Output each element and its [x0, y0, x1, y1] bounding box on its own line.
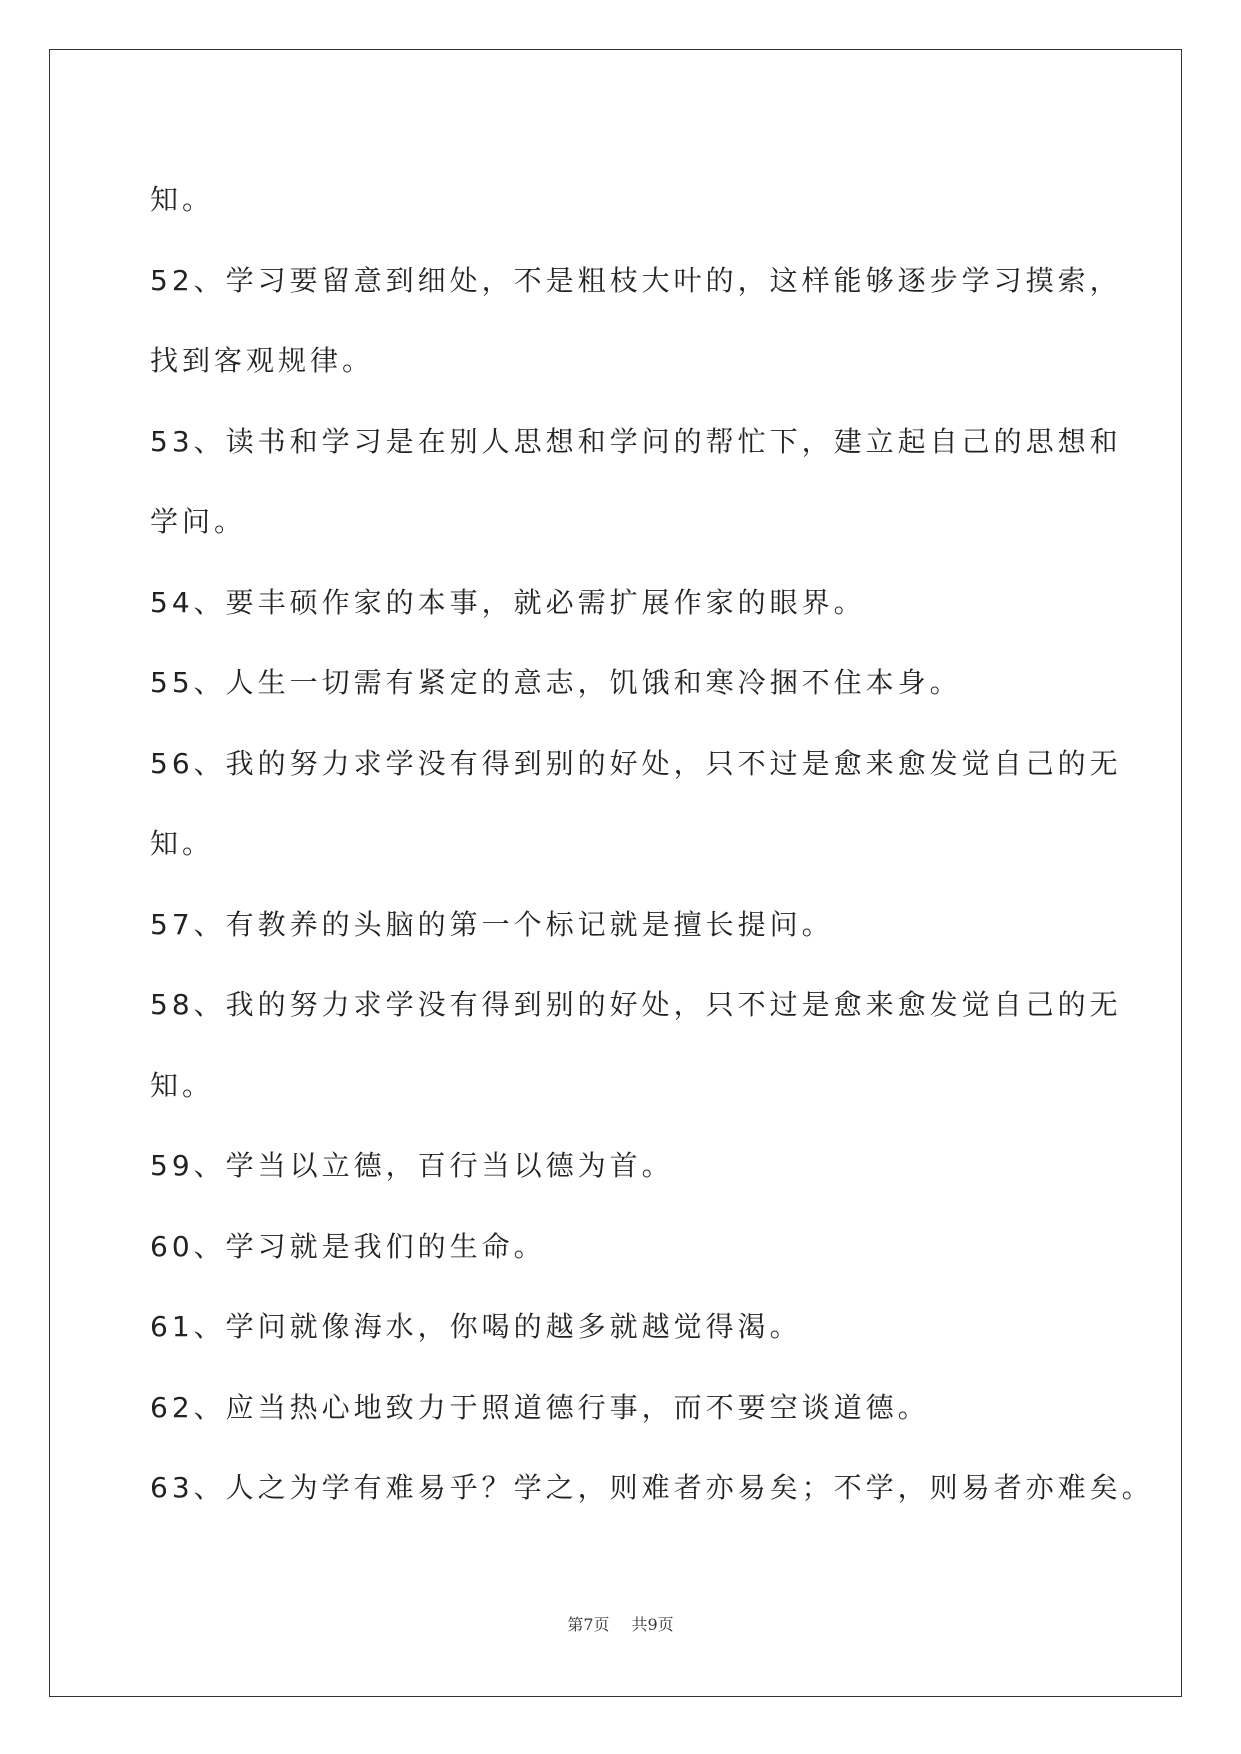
text-line: 55、人生一切需有紧定的意志，饥饿和寒冷捆不住本身。 [150, 666, 962, 699]
text-line: 56、我的努力求学没有得到别的好处，只不过是愈来愈发觉自己的无 [150, 746, 1122, 780]
text-line: 学问。 [150, 505, 247, 538]
page-footer [0, 1612, 1241, 1635]
text-line: 61、学问就像海水，你喝的越多就越觉得渴。 [150, 1310, 802, 1343]
text-line: 58、我的努力求学没有得到别的好处，只不过是愈来愈发觉自己的无 [150, 988, 1122, 1021]
page-number: 第7页 [567, 1615, 610, 1634]
text-line: 52、学习要留意到细处，不是粗枝大叶的，这样能够逐步学习摸索， [150, 263, 1122, 297]
page-total: 共9页 [631, 1615, 674, 1634]
text-line: 60、学习就是我们的生命。 [150, 1229, 546, 1263]
text-line: 59、学当以立德，百行当以德为首。 [150, 1149, 674, 1182]
text-line: 57、有教养的头脑的第一个标记就是擅长提问。 [150, 907, 834, 941]
text-line: 找到客观规律。 [150, 344, 375, 377]
text-line: 54、要丰硕作家的本事，就必需扩展作家的眼界。 [150, 585, 866, 619]
text-line: 63、人之为学有难易乎？学之，则难者亦易矣；不学，则易者亦难矣。 [150, 1471, 1154, 1504]
text-line: 知。 [150, 827, 215, 860]
text-line: 62、应当热心地致力于照道德行事，而不要空谈道德。 [150, 1390, 930, 1424]
text-line: 53、读书和学习是在别人思想和学问的帮忙下，建立起自己的思想和 [150, 424, 1122, 458]
text-line: 知。 [150, 183, 215, 216]
document-body [150, 160, 1154, 1529]
text-line: 知。 [150, 1068, 215, 1102]
